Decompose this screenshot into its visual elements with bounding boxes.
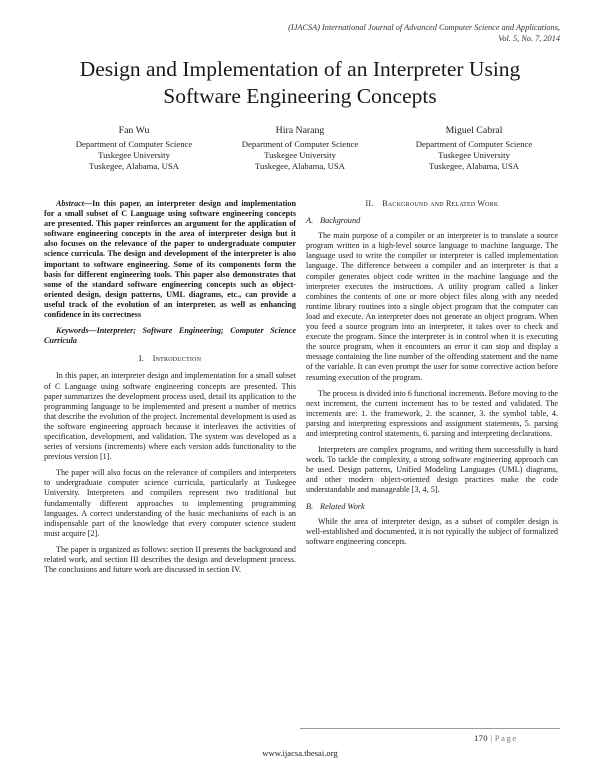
intro-paragraph-2: The paper will also focus on the relevance of compilers and interpreters to undergraduate computer science curricula, particularly at Tuskegee University. Interpreters and compilers represent two traditional but fundamentally different approaches to implementing programming languages. A correct understanding of the basic mechanisms of each is an indispensable part of the knowledge that every computer science student must acquire [2]. [44,468,296,538]
subsection-heading-background [306,216,558,226]
page-number-separator: | [490,733,493,743]
subsection-title: Related Work [320,501,365,511]
author-name: Miguel Cabral [445,125,503,136]
footer-url: www.ijacsa.thesai.org [262,748,338,758]
author-univ: Tuskegee University [438,150,510,160]
subsection-title: Background [320,216,361,226]
author-2 [210,124,390,172]
paper-title: Design and Implementation of an Interpreter Using Software Engineering Concepts [79,57,521,108]
journal-header-line2: Vol. 5, No. 7, 2014 [498,34,560,43]
author-3 [384,124,564,172]
author-1 [44,124,224,172]
page-label: Page [494,733,518,743]
section-number: I. [138,354,144,364]
intro-paragraph-3: The paper is organized as follows: section II presents the background and related work, and section III describes the design and development process. The conclusions and future work are discussed in section IV. [44,544,296,575]
author-location: Tuskegee, Alabama, USA [255,161,345,171]
left-column [44,199,296,581]
journal-header-line1: (IJACSA) International Journal of Advanced Computer Science and Applications, [288,23,560,32]
related-work-paragraph-1: While the area of interpreter design, as a subset of compiler design is well-established and documented, it is not typically the subject of formalized software engineering concepts. [306,516,558,546]
subsection-number: B. [306,501,314,511]
background-paragraph-2: The process is divided into 6 functional increments. Before moving to the next increment, the current increment has to be tested and validated. The increments are: 1. the framework, 2. the scanner, 3. the symbol table, 4. parsing and interpreting expressions and assignment statements, 5. parsing and interpreting control statements, 6. parsing and interpreting declarations. [306,388,558,438]
section-heading-introduction [44,354,296,364]
section-title: Background and Related Work [382,199,499,208]
author-name: Fan Wu [118,125,150,136]
background-paragraph-1: The main purpose of a compiler or an interpreter is to translate a source program written in a high-level source language to machine language. The language used to write the compiler or interpreter is called implementation language. The difference between a compiler and an interpreter is that a compiler generates object code written in the machine language and the interpreter executes the instructions. A utility program called a linker combines the contents of one or more object files along with any needed runtime library routines into a single object program that the computer can load and execute. An interpreter does not generate an object program. When you feed a source program into an interpreter, it takes over to check and execute the program. Since the interpreter is in control when it is executing the source program, when it encounters an error it can stop and display a message containing the line number of the offending statement and the name of the variable. It can even prompt the user for some corrective action before resuming execution of the program. [306,231,558,382]
page-number [474,733,518,743]
abstract-label: Abstract [56,199,84,208]
author-dept: Department of Computer Science [75,139,193,149]
author-block [44,124,556,180]
abstract-text: —In this paper, an interpreter design and implementation for a small subset of C Language using software engineering concepts are presented. This paper reinforces an argument for the application of software engineering concepts in the area of interpreter design but it also focuses on the relevance of the paper to undergraduate computer science curricula. The design and development of the interpreter is also important to software engineering. Some of its components form the basis for different engineering tools. This paper also demonstrates that some of the standard software engineering concepts such as object-oriented design, design patterns, UML diagrams, etc., can provide a useful track of the evolution of an interpreter, as well as enhancing confidence in its correctness [44,199,296,320]
author-univ: Tuskegee University [264,150,336,160]
author-location: Tuskegee, Alabama, USA [89,161,179,171]
keywords: Keywords—Interpreter; Software Engineering; Computer Science Curricula [44,326,296,346]
abstract [44,199,296,320]
background-paragraph-3: Interpreters are complex programs, and writing them successfully is hard work. To tackle the complexity, a strong software engineering approach can be used. Design patterns, Unified Modeling Languages (UML) diagrams, and other modern object-oriented design practices make the code understandable and manageable [3, 4, 5]. [306,445,558,495]
author-dept: Department of Computer Science [241,139,359,149]
page-number-value: 170 [474,733,488,743]
section-number: II. [365,199,374,208]
subsection-number: A. [306,216,314,226]
author-dept: Department of Computer Science [415,139,533,149]
right-column [306,199,558,553]
footer-rule [300,728,560,729]
section-heading-background [306,199,558,209]
author-univ: Tuskegee University [98,150,170,160]
intro-paragraph-1: In this paper, an interpreter design and implementation for a small subset of C Language using software engineering concepts are presented. This paper summarizes the development process used, detail its application to the programming language to be implemented and present a number of metrics that describe the evolution of the project. Incremental development is used as the software engineering approach because it interleaves the activities of specification, development, and validation. The system was developed as a series of versions (increments) where each version adds functionality to the previous version [1]. [44,371,296,462]
journal-header [180,22,560,44]
author-location: Tuskegee, Alabama, USA [429,161,519,171]
author-name: Hira Narang [275,125,325,136]
subsection-heading-related-work [306,502,558,512]
section-title: Introduction [152,354,202,364]
